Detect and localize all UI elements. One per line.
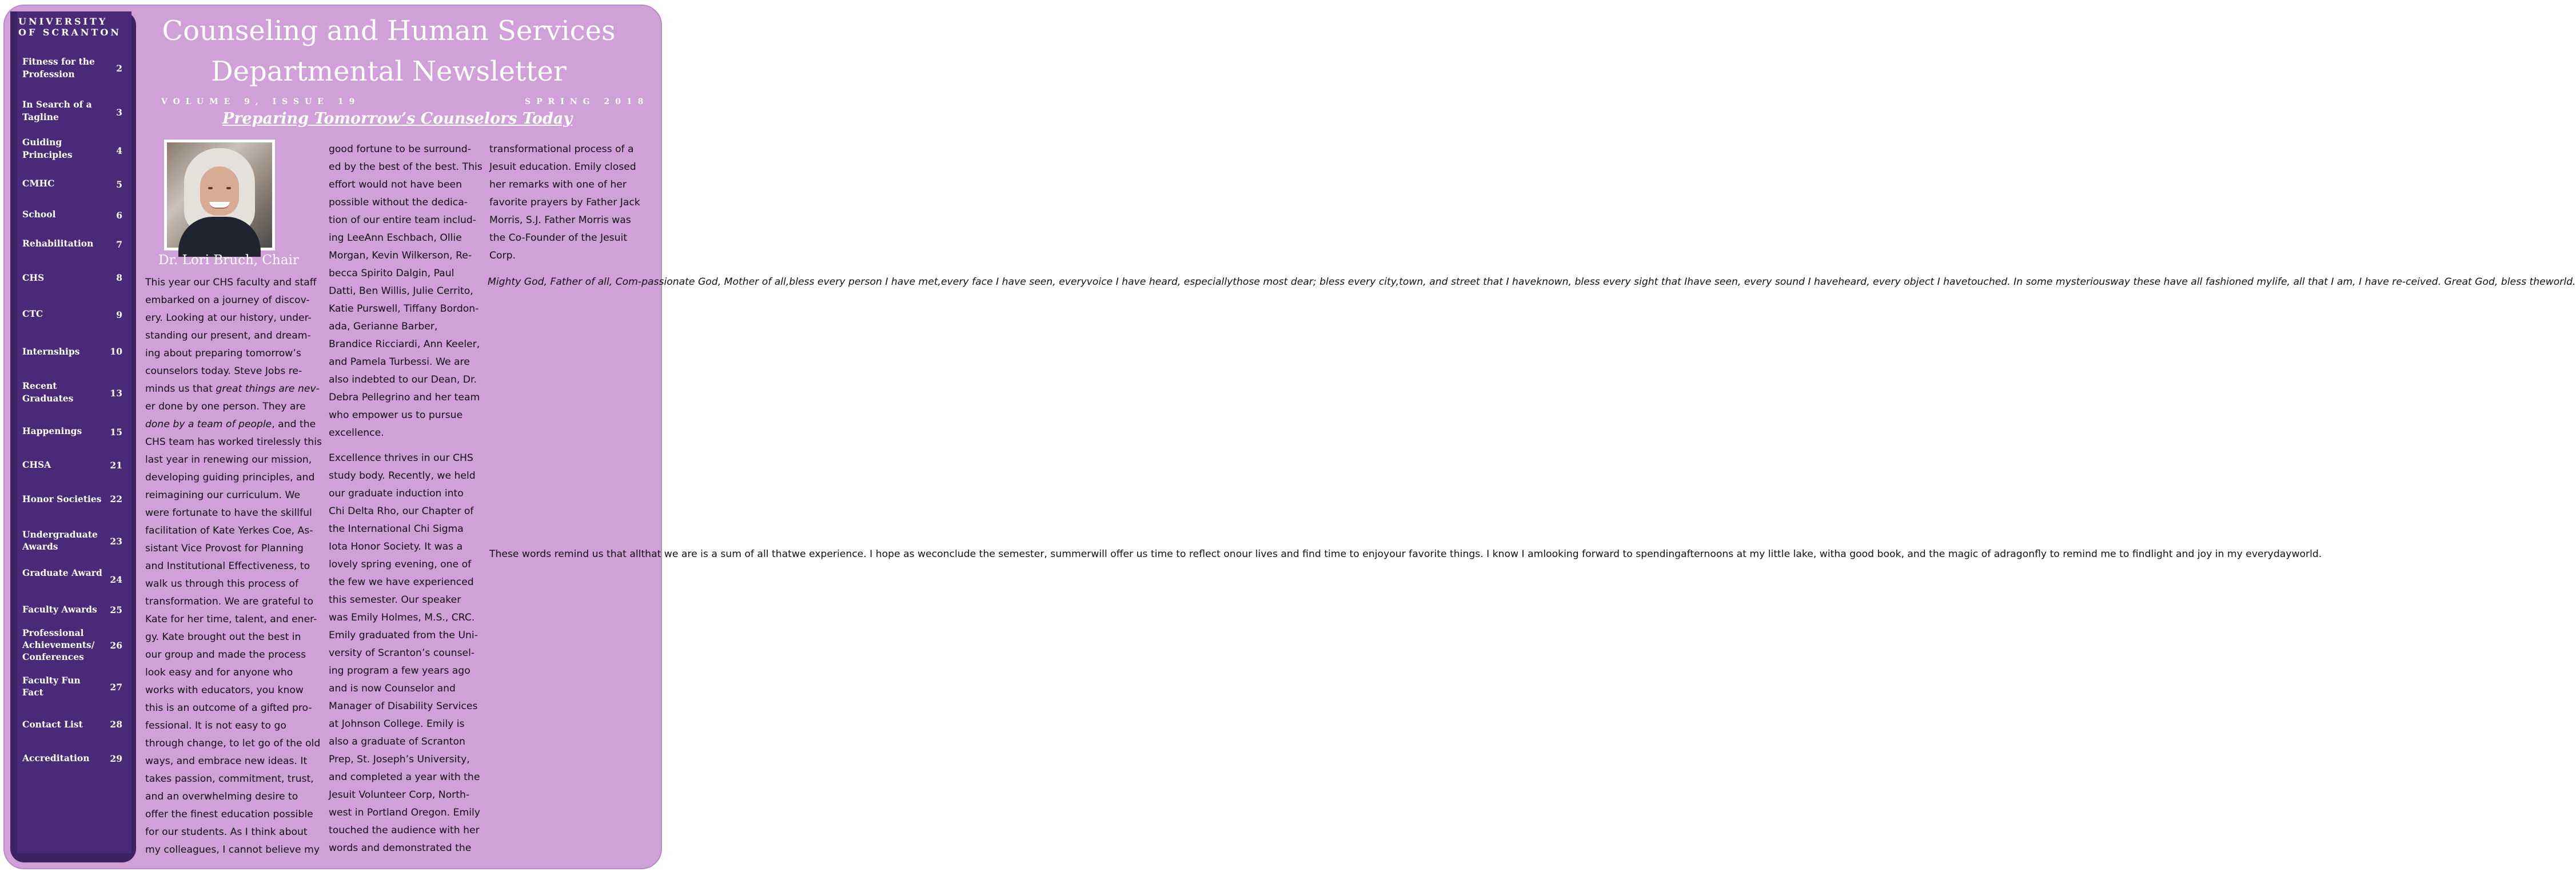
text-line: ada, Gerianne Barber, [329, 321, 438, 332]
toc-item-chsa[interactable] [22, 459, 128, 471]
text-line: Brandice Ricciardi, Ann Keeler, [329, 339, 480, 350]
text-line: bless every person I have met, [789, 276, 942, 288]
toc-label: Accreditation [22, 753, 90, 763]
text-line: the Co-Founder of the Jesuit [489, 232, 628, 244]
text-line: and is now Counselor and [329, 683, 456, 694]
text-line: Corp. [489, 250, 516, 261]
text-line: our lives and find time to enjoy [1235, 548, 1390, 560]
text-line: also indebted to our Dean, Dr. [329, 374, 477, 385]
text-line: known, bless every sight that I [1536, 276, 1688, 288]
toc-item-cmhc[interactable] [22, 177, 128, 190]
text-line: world. [2545, 276, 2576, 288]
text-line: becca Spirito Dalgin, Paul [329, 268, 454, 279]
text-line: ing program a few years ago [329, 665, 470, 677]
text-line: versity of Scranton’s counsel- [329, 647, 475, 659]
text-line: Prep, St. Joseph’s University, [329, 754, 470, 765]
toc-page-number: 5 [116, 179, 122, 190]
toc-item-happenings[interactable] [22, 425, 128, 438]
text-line: who empower us to pursue [329, 409, 463, 421]
text-line: Excellence thrives in our CHS [329, 452, 473, 464]
text-line: and Institutional Effectiveness, to [145, 560, 310, 572]
text-line: fessional. It is not easy to go [145, 720, 286, 731]
university-line-2: OF SCRANTON [18, 27, 121, 38]
text-line: Morris, S.J. Father Morris was [489, 214, 631, 226]
text-line: offer the finest education possible [145, 809, 313, 820]
toc-label: Faculty Fun Fact [22, 675, 81, 698]
text-line: the International Chi Sigma [329, 523, 464, 535]
toc-label: School [22, 209, 56, 220]
toc-label: Recent Graduates [22, 380, 74, 404]
text-line: walk us through this process of [145, 578, 298, 590]
text-line: effort would not have been [329, 179, 462, 190]
toc-label: Contact List [22, 719, 83, 730]
toc-label: Happenings [22, 425, 82, 436]
text-line: dragonfly to remind me to find [2000, 548, 2151, 560]
text-line: ed by the best of the best. This [329, 161, 482, 173]
toc-label: Internships [22, 346, 80, 357]
toc-page-number: 26 [110, 640, 122, 651]
toc-item-faculty-awards[interactable] [22, 603, 128, 616]
toc-label: CHSA [22, 459, 51, 470]
text-line: touched. In some mysterious [1967, 276, 2111, 288]
toc-item-internships[interactable] [22, 345, 128, 358]
text-line: Manager of Disability Services [329, 701, 478, 712]
closing-paragraph [489, 547, 2322, 563]
text-line: Iota Honor Society. It was a [329, 541, 463, 552]
text-line: through change, to let go of the old [145, 738, 321, 749]
text-line: our favorite things. I know I am [1389, 548, 1544, 560]
text-line: a good book, and the magic of a [1840, 548, 2000, 560]
toc-item-school[interactable] [22, 208, 128, 221]
text-line: afternoons at my little lake, with [1681, 548, 1841, 560]
toc-page-number: 8 [116, 272, 122, 283]
toc-label: Guiding Principles [22, 137, 73, 160]
text-line: at Johnson College. Emily is [329, 718, 465, 730]
toc-label: Rehabilitation [22, 238, 94, 249]
volume-issue: VOLUME 9, ISSUE 19 [161, 97, 361, 106]
text-line: sistant Vice Provost for Planning [145, 543, 304, 554]
toc-page-number: 13 [110, 388, 122, 399]
toc-label: Honor Societies [22, 494, 102, 504]
tagline: Preparing Tomorrow’s Counselors Today [222, 110, 573, 128]
text-line: conclude the semester, summer [931, 548, 1091, 560]
season: SPRING 2018 [525, 97, 649, 106]
toc-page-number: 7 [116, 239, 122, 250]
text-line: light and joy in my everyday [2151, 548, 2292, 560]
text-line: works with educators, you know [145, 685, 304, 696]
text-line: Datti, Ben Willis, Julie Cerrito, [329, 285, 473, 297]
text-line: Debra Pellegrino and her team [329, 392, 480, 403]
toc-label: In Search of a Tagline [22, 99, 92, 122]
text-line: good fortune to be surround- [329, 144, 471, 155]
text-line: and Pamela Turbessi. We are [329, 356, 470, 368]
text-line: every face I have seen, every [941, 276, 1087, 288]
toc-page-number: 29 [110, 753, 122, 764]
toc-page-number: 28 [110, 719, 122, 730]
text-line: favorite prayers by Father Jack [489, 197, 640, 208]
toc-label: Faculty Awards [22, 604, 97, 615]
text-line: will offer us time to reflect on [1091, 548, 1236, 560]
text-line: reimagining our curriculum. We [145, 490, 301, 501]
toc-page-number: 23 [110, 536, 122, 547]
article-column-3-paragraph-1 [489, 141, 640, 265]
toc-page-number: 25 [110, 604, 122, 615]
toc-page-number: 21 [110, 460, 122, 471]
university-name [18, 16, 133, 38]
text-line: ing about preparing tomorrow’s [145, 348, 301, 359]
toc-item-chs[interactable] [22, 272, 128, 284]
toc-label: Graduate Award [22, 567, 102, 578]
text-line: Katie Purswell, Tiffany Bordon- [329, 303, 479, 315]
text-line: er done by one person. They are [145, 401, 306, 412]
text-line: west in Portland Oregon. Emily [329, 807, 480, 818]
prayer-quote [488, 273, 2576, 291]
text-line: heard, every object I have [1838, 276, 1968, 288]
text-line: the few we have experienced [329, 576, 474, 588]
text-line: and an overwhelming desire to [145, 791, 298, 802]
text-line: our graduate induction into [329, 488, 464, 499]
text-line: way these have all fashioned my [2110, 276, 2272, 288]
toc-item-recent-graduates[interactable] [22, 380, 128, 405]
text-line: lovely spring evening, one of [329, 559, 472, 570]
toc-page-number: 15 [110, 427, 122, 438]
text-line: town, and street that I have [1399, 276, 1537, 288]
text-line: life, all that I am, I have re- [2272, 276, 2406, 288]
text-line: Jesuit education. Emily closed [489, 161, 636, 173]
toc-label: Fitness for the Profession [22, 56, 95, 79]
portrait-eye [226, 187, 231, 189]
text-line: These words remind us that all [489, 548, 641, 560]
text-line: tion of our entire team includ- [329, 214, 477, 226]
toc-item-ctc[interactable] [22, 308, 128, 320]
toc-page-number: 4 [116, 145, 122, 156]
article-column-2-paragraph-2 [329, 450, 480, 857]
text-line: was Emily Holmes, M.S., CRC. [329, 612, 475, 623]
text-line: voice I have heard, especially [1086, 276, 1233, 288]
text-line: done by a team of people, and the [145, 419, 316, 430]
text-line: ery. Looking at our history, under- [145, 312, 312, 324]
toc-item-contact-list[interactable] [22, 718, 128, 731]
toc-page-number: 10 [110, 346, 122, 357]
text-line: Kate for her time, talent, and ener- [145, 614, 317, 625]
text-line: transformation. We are grateful to [145, 596, 314, 607]
text-line: Jesuit Volunteer Corp, North- [329, 789, 470, 801]
text-line: embarked on a journey of discov- [145, 295, 310, 306]
text-line: for our students. As I think about [145, 826, 308, 838]
text-line: Morgan, Kevin Wilkerson, Re- [329, 250, 472, 261]
chair-photo [164, 140, 275, 250]
toc-item-accreditation[interactable] [22, 752, 128, 765]
toc-page-number: 6 [116, 210, 122, 221]
university-line-1: UNIVERSITY [18, 16, 108, 27]
text-line: touched the audience with her [329, 825, 480, 836]
text-line: CHS team has worked tirelessly this [145, 436, 322, 448]
text-line: looking forward to spending [1543, 548, 1681, 560]
text-line: passionate God, Mother of all, [641, 276, 789, 288]
text-line: that we are is a sum of all that [641, 548, 792, 560]
text-line: world. [2291, 548, 2322, 560]
toc-label: CTC [22, 308, 43, 319]
text-line: study body. Recently, we held [329, 470, 476, 482]
text-line: ways, and embrace new ideas. It [145, 755, 308, 767]
text-line: ceived. Great God, bless the [2406, 276, 2546, 288]
text-line: ing LeeAnn Eschbach, Ollie [329, 232, 462, 244]
article-column-1 [145, 274, 322, 859]
newsletter-title-line-2: Departmental Newsletter [211, 55, 567, 88]
text-line: and completed a year with the [329, 771, 480, 783]
text-line: look easy and for anyone who [145, 667, 293, 678]
text-line: developing guiding principles, and [145, 472, 315, 483]
text-line: last year in renewing our mission, [145, 454, 312, 466]
text-line: this semester. Our speaker [329, 594, 461, 606]
text-line: were fortunate to have the skillful [145, 507, 312, 519]
text-line: have seen, every sound I have [1687, 276, 1839, 288]
toc-item-tagline[interactable] [22, 98, 128, 124]
text-line: we experience. I hope as we [791, 548, 932, 560]
text-line: excellence. [329, 427, 384, 439]
toc-item-graduate-award[interactable] [22, 567, 128, 592]
text-line: her remarks with one of her [489, 179, 627, 190]
text-line: gy. Kate brought out the best in [145, 631, 301, 643]
toc-page-number: 9 [116, 309, 122, 320]
toc-page-number: 2 [116, 63, 122, 74]
newsletter-title-line-1: Counseling and Human Services [162, 15, 616, 47]
text-line: facilitation of Kate Yerkes Coe, As- [145, 525, 313, 536]
toc-item-undergraduate-awards[interactable] [22, 528, 128, 554]
text-line: minds us that great things are nev- [145, 383, 320, 395]
text-line: Mighty God, Father of all, Com- [488, 276, 642, 288]
toc-item-professional-achievements[interactable] [22, 627, 128, 665]
article-column-2-paragraph-1 [329, 141, 482, 442]
text-line: This year our CHS faculty and staff [145, 277, 317, 288]
text-line: counselors today. Steve Jobs re- [145, 365, 302, 377]
toc-label: Professional Achievements/ Conferences [22, 627, 95, 662]
toc-page-number: 24 [110, 574, 122, 585]
photo-caption: Dr. Lori Bruch, Chair [158, 253, 299, 268]
text-line: this is an outcome of a gifted pro- [145, 702, 312, 714]
toc-label: Undergraduate Awards [22, 529, 98, 552]
toc-item-guiding-principles[interactable] [22, 136, 128, 161]
toc-page-number: 3 [116, 107, 122, 118]
text-line: my colleagues, I cannot believe my [145, 844, 320, 856]
text-line: Chi Delta Rho, our Chapter of [329, 506, 474, 517]
text-line: words and demonstrated the [329, 842, 472, 854]
toc-item-faculty-fun-fact[interactable] [22, 674, 128, 699]
text-line: also a graduate of Scranton [329, 736, 465, 747]
toc-label: CMHC [22, 178, 55, 189]
text-line: possible without the dedica- [329, 197, 468, 208]
portrait-image [167, 142, 272, 248]
toc-item-rehabilitation[interactable] [22, 237, 128, 250]
toc-item-honor-societies[interactable] [22, 493, 128, 506]
text-line: our group and made the process [145, 649, 306, 661]
text-line: standing our present, and dream- [145, 330, 311, 341]
portrait-eye [208, 187, 213, 189]
text-line: those most dear; bless every city, [1233, 276, 1399, 288]
toc-page-number: 27 [110, 682, 122, 693]
text-line: transformational process of a [489, 144, 634, 155]
text-line: takes passion, commitment, trust, [145, 773, 314, 785]
text-line: Emily graduated from the Uni- [329, 630, 478, 641]
toc-page-number: 22 [110, 494, 122, 504]
toc-item-fitness[interactable] [22, 55, 128, 81]
toc-label: CHS [22, 272, 45, 283]
